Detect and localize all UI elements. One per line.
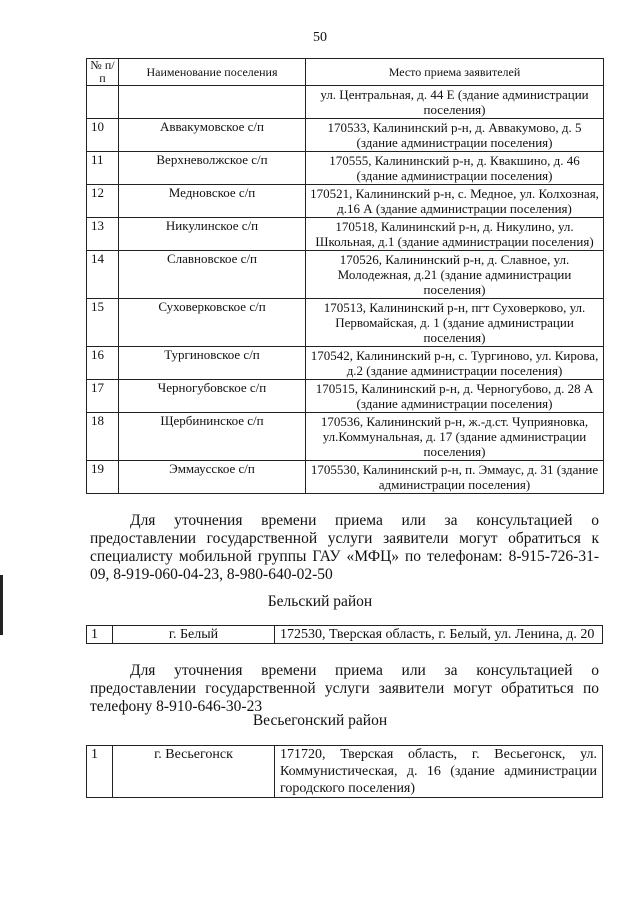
- row-num: 13: [87, 218, 119, 251]
- row-num: 1: [87, 626, 113, 644]
- row-num: 16: [87, 347, 119, 380]
- settlements-table: [86, 58, 604, 494]
- paragraph-1-text: Для уточнения времени приема или за консультацией о предоставлении государственной услуги заявители могут обратиться к специалисту мобильной группы ГАУ «МФЦ» по телефонам: 8-915-726-31-09, 8-919-060-04-23, 8-980-640-02-50: [90, 512, 599, 583]
- row-num: [87, 86, 119, 119]
- table-row: [87, 347, 604, 380]
- row-name: [119, 86, 306, 119]
- row-address: 170536, Калининский р-н, ж.-д.ст. Чуприяновка, ул.Коммунальная, д. 17 (здание администрации поселения): [306, 413, 604, 461]
- row-num: 15: [87, 299, 119, 347]
- row-name: Черногубовское с/п: [119, 380, 306, 413]
- row-name: Славновское с/п: [119, 251, 306, 299]
- row-num: 10: [87, 119, 119, 152]
- header-name: Наименование поселения: [119, 59, 306, 86]
- row-address: 171720, Тверская область, г. Весьегонск, ул. Коммунистическая, д. 16 (здание администрации городского поселения): [275, 746, 603, 798]
- row-name: Тургиновское с/п: [119, 347, 306, 380]
- belyi-table: [86, 625, 603, 644]
- table-row: [87, 86, 604, 119]
- row-num: 17: [87, 380, 119, 413]
- row-name: г. Белый: [113, 626, 275, 644]
- row-num: 1: [87, 746, 113, 798]
- row-name: Щербининское с/п: [119, 413, 306, 461]
- paragraph-2-text: Для уточнения времени приема или за консультацией о предоставлении государственной услуги заявители могут обратиться по телефону 8-910-646-30-23: [90, 662, 599, 715]
- table-row: [87, 746, 603, 798]
- table-row: [87, 152, 604, 185]
- row-address: 170526, Калининский р-н, д. Славное, ул. Молодежная, д.21 (здание администрации поселения): [306, 251, 604, 299]
- vesyegonsk-table: [86, 745, 603, 798]
- row-num: 19: [87, 461, 119, 494]
- section-title-vesyegonsk: Весьегонский район: [252, 712, 388, 729]
- row-name: Эммаусское с/п: [119, 461, 306, 494]
- row-num: 14: [87, 251, 119, 299]
- row-address: 170555, Калининский р-н, д. Квакшино, д. 46 (здание администрации поселения): [306, 152, 604, 185]
- table-header-row: [87, 59, 604, 86]
- table-row: [87, 251, 604, 299]
- settlements-table-body: [87, 86, 604, 494]
- table-row: [87, 380, 604, 413]
- row-name: г. Весьегонск: [113, 746, 275, 798]
- table-row: [87, 218, 604, 251]
- header-num: № п/п: [87, 59, 119, 86]
- row-address: 170542, Калининский р-н, с. Тургиново, ул. Кирова, д.2 (здание администрации поселения): [306, 347, 604, 380]
- row-name: Верхневолжское с/п: [119, 152, 306, 185]
- row-address: 170513, Калининский р-н, пгт Суховерково, ул. Первомайская, д. 1 (здание администрации поселения): [306, 299, 604, 347]
- section-title-belyi: Бельский район: [267, 593, 373, 610]
- header-place: Место приема заявителей: [306, 59, 604, 86]
- row-name: Медновское с/п: [119, 185, 306, 218]
- row-num: 18: [87, 413, 119, 461]
- row-name: Никулинское с/п: [119, 218, 306, 251]
- table-row: [87, 185, 604, 218]
- row-address: 170521, Калининский р-н, с. Медное, ул. Колхозная, д.16 А (здание администрации поселения): [306, 185, 604, 218]
- row-address: 172530, Тверская область, г. Белый, ул. Ленина, д. 20: [275, 626, 603, 644]
- row-num: 11: [87, 152, 119, 185]
- row-address: ул. Центральная, д. 44 Е (здание администрации поселения): [306, 86, 604, 119]
- table-row: [87, 626, 603, 644]
- table-row: [87, 119, 604, 152]
- consultation-paragraph-1: [90, 512, 599, 584]
- table-row: [87, 461, 604, 494]
- consultation-paragraph-2: [90, 662, 599, 716]
- page-number: 50: [313, 30, 327, 45]
- table-row: [87, 413, 604, 461]
- table-row: [87, 299, 604, 347]
- row-address: 170515, Калининский р-н, д. Черногубово, д. 28 А (здание администрации поселения): [306, 380, 604, 413]
- row-num: 12: [87, 185, 119, 218]
- row-address: 1705530, Калининский р-н, п. Эммаус, д. 31 (здание администрации поселения): [306, 461, 604, 494]
- row-address: 170533, Калининский р-н, д. Аввакумово, д. 5 (здание администрации поселения): [306, 119, 604, 152]
- row-address: 170518, Калининский р-н, д. Никулино, ул. Школьная, д.1 (здание администрации поселения): [306, 218, 604, 251]
- row-name: Аввакумовское с/п: [119, 119, 306, 152]
- row-name: Суховерковское с/п: [119, 299, 306, 347]
